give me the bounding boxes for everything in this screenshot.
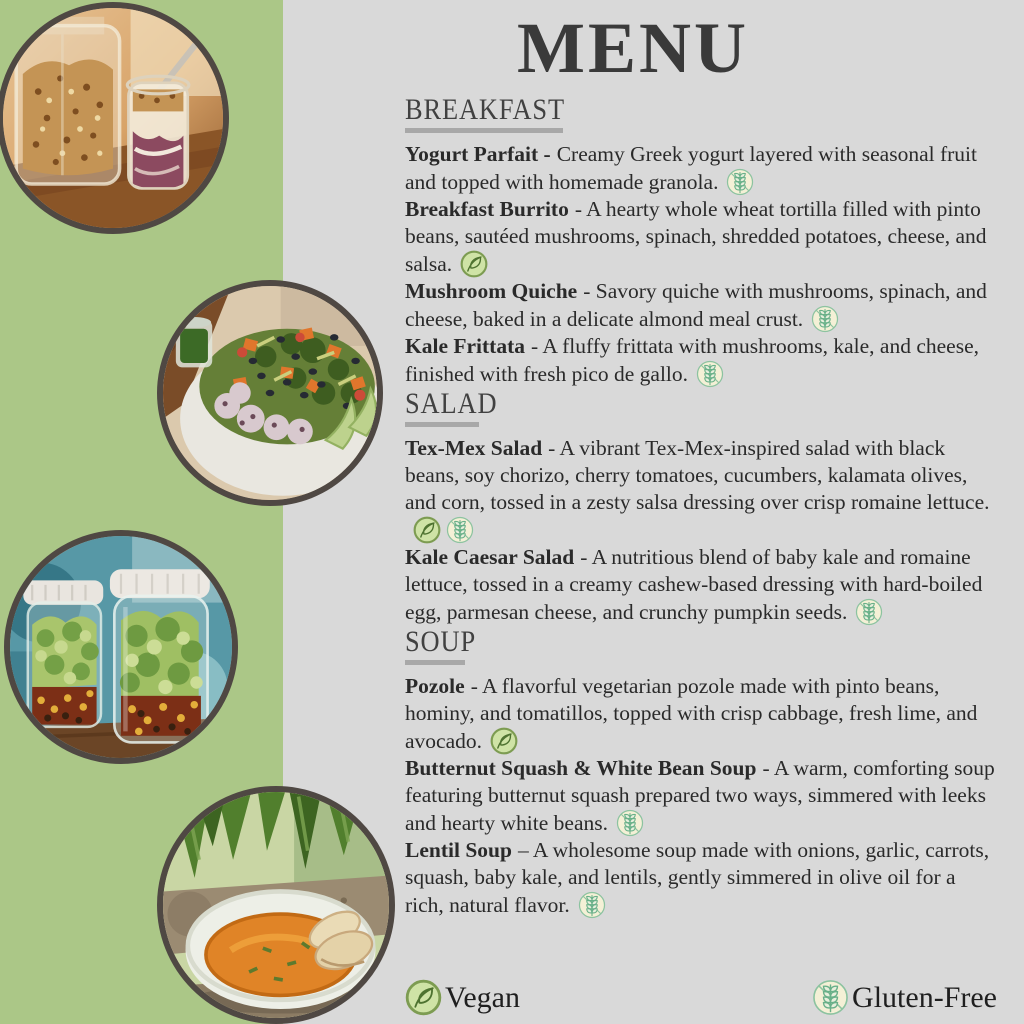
vegan-icon <box>413 516 441 544</box>
gluten-free-icon <box>855 598 883 626</box>
item-name: Kale Frittata <box>405 334 525 358</box>
item-description: - Savory quiche with mushrooms, spinach, and cheese, baked in a delicate almond meal crust. <box>405 279 987 331</box>
item-name: Kale Caesar Salad <box>405 545 575 569</box>
salad-jars-illustration <box>10 536 232 758</box>
section-soup-title: SOUP <box>405 625 477 658</box>
item-name: Yogurt Parfait - <box>405 142 551 166</box>
menu-item-lentil-soup <box>405 837 997 919</box>
breakfast-underline <box>405 128 563 133</box>
gluten-free-icon <box>578 891 606 919</box>
item-name: Pozole <box>405 674 465 698</box>
soup-bowl-illustration <box>163 792 389 1018</box>
section-soup <box>405 626 997 919</box>
section-salad <box>405 388 997 626</box>
menu-item-pozole <box>405 673 997 755</box>
vegan-icon <box>460 250 488 278</box>
vegan-icon <box>405 979 442 1016</box>
legend-gluten-free-label: Gluten-Free <box>852 981 997 1014</box>
gluten-free-icon <box>726 168 754 196</box>
legend-gluten-free <box>812 979 997 1016</box>
menu-item-yogurt-parfait <box>405 141 997 196</box>
section-breakfast-title: BREAKFAST <box>405 93 565 126</box>
item-description: - A flavorful vegetarian pozole made with pinto beans, hominy, and tomatillos, topped with crisp cabbage, fresh lime, and avocado. <box>405 674 978 753</box>
item-description: - A nutritious blend of baby kale and romaine lettuce, tossed in a creamy cashew-based dressing with hard-boiled egg, parmesan cheese, and crunchy pumpkin seeds. <box>405 545 983 624</box>
item-name: Tex-Mex Salad <box>405 436 543 460</box>
photo-tex-mex-salad <box>157 280 383 506</box>
menu-item-kale-frittata <box>405 333 997 388</box>
legend-vegan-label: Vegan <box>445 981 520 1014</box>
section-breakfast <box>405 94 997 388</box>
photo-soup-bowl <box>157 786 395 1024</box>
item-name: Mushroom Quiche <box>405 279 578 303</box>
item-description: - A fluffy frittata with mushrooms, kale, and cheese, finished with fresh pico de gallo. <box>405 334 980 386</box>
item-description: – A wholesome soup made with onions, garlic, carrots, squash, baby kale, and lentils, gently simmered in olive oil for a rich, natural flavor. <box>405 838 990 917</box>
gluten-free-icon <box>616 809 644 837</box>
legend <box>405 979 997 1016</box>
menu-item-butternut-squash-white-bean-soup <box>405 755 997 837</box>
section-salad-title: SALAD <box>405 387 498 420</box>
item-description: Creamy Greek yogurt layered with seasonal fruit and topped with homemade granola. <box>405 142 977 194</box>
gluten-free-icon <box>446 516 474 544</box>
granola-parfait-illustration <box>3 8 223 228</box>
menu-item-breakfast-burrito <box>405 196 997 278</box>
menu-content <box>405 0 997 1024</box>
gluten-free-icon <box>811 305 839 333</box>
photo-salad-jars <box>4 530 238 764</box>
gluten-free-icon <box>696 360 724 388</box>
tex-mex-salad-illustration <box>163 286 377 500</box>
vegan-icon <box>490 727 518 755</box>
item-name: Lentil Soup <box>405 838 512 862</box>
gluten-free-icon <box>812 979 849 1016</box>
photo-granola-parfait <box>0 2 229 234</box>
menu-item-tex-mex-salad <box>405 435 997 544</box>
salad-underline <box>405 422 479 427</box>
page-title: MENU <box>517 8 749 88</box>
item-name: Butternut Squash & White Bean Soup <box>405 756 757 780</box>
item-name: Breakfast Burrito <box>405 197 569 221</box>
item-description: - A vibrant Tex-Mex-inspired salad with black beans, soy chorizo, cherry tomatoes, cucumbers, kalamata olives, and corn, tossed in a zesty salsa dressing over crisp romaine lettuce. <box>405 436 990 514</box>
item-description: - A hearty whole wheat tortilla filled with pinto beans, sautéed mushrooms, spinach, shredded potatoes, cheese, and salsa. <box>405 197 987 276</box>
item-description: - A warm, comforting soup featuring butternut squash prepared two ways, simmered with leeks and hearty white beans. <box>405 756 995 835</box>
menu-item-kale-caesar-salad <box>405 544 997 626</box>
soup-underline <box>405 660 465 665</box>
menu-item-mushroom-quiche <box>405 278 997 333</box>
legend-vegan <box>405 979 520 1016</box>
